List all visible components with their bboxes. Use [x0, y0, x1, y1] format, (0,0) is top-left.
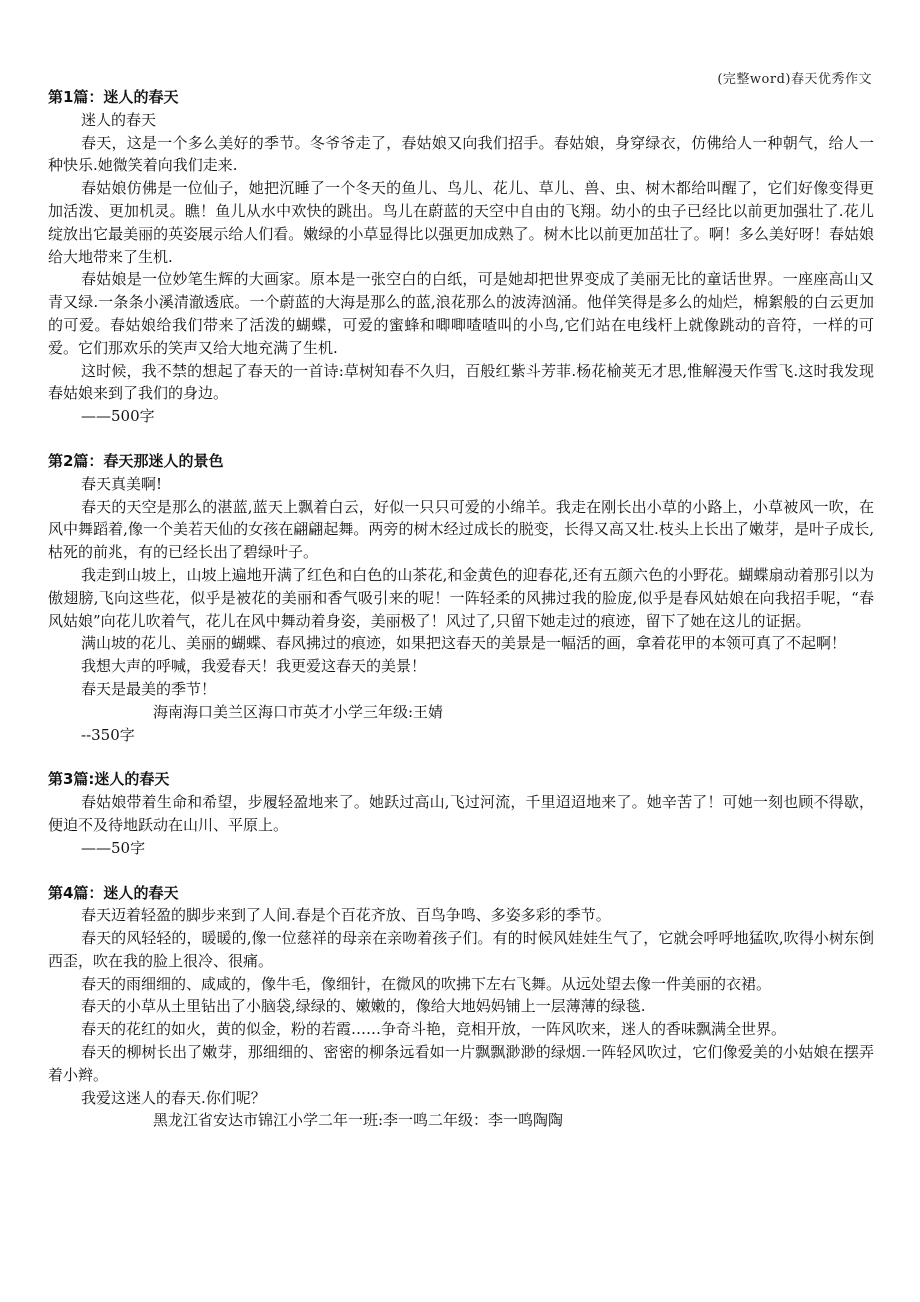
essay-section-3	[48, 768, 874, 859]
essay-section-4	[48, 882, 874, 1133]
section-title: 第2篇：春天那迷人的景色	[48, 451, 224, 470]
page-header: (完整word)春天优秀作文	[717, 72, 872, 87]
paragraph: 春天是最美的季节！	[81, 679, 217, 698]
document-body	[48, 86, 874, 1154]
paragraph: 春天的柳树长出了嫩芽，那细细的、密密的柳条远看如一片飘飘渺渺的绿烟.一阵轻风吹过，它们像爱美的小姑娘在摆弄着小辫。	[48, 1043, 874, 1084]
word-count: ——500字	[81, 407, 155, 426]
paragraph: 我走到山坡上，山坡上遍地开满了红色和白色的山茶花,和金黄色的迎春花,还有五颜六色的小野花。蝴蝶扇动着那引以为傲翅膀,飞向这些花，似乎是被花的美丽和香气吸引来的呢！一阵轻柔的风拂过我的脸庞,似乎是春风姑娘在向我招手呢，“春风姑娘”向花儿吹着气，花儿在风中舞动着身姿，美丽极了！风过了,只留下她走过的痕迹，留下了她在这儿的证据。	[48, 565, 874, 630]
paragraph: 春姑娘带着生命和希望，步履轻盈地来了。她跃过高山,飞过河流，千里迢迢地来了。她辛苦了！可她一刻也顾不得歇，便迫不及待地跃动在山川、平原上。	[48, 793, 874, 834]
paragraph: 满山坡的花儿、美丽的蝴蝶、春风拂过的痕迹，如果把这春天的美景是一幅活的画，拿着花甲的本领可真了不起啊！	[81, 634, 847, 653]
paragraph: 迷人的春天	[81, 110, 157, 129]
paragraph: 春天迈着轻盈的脚步来到了人间.春是个百花齐放、百鸟争鸣、多姿多彩的季节。	[81, 906, 611, 925]
word-count: --350字	[81, 725, 135, 744]
paragraph: 我爱这迷人的春天.你们呢？	[81, 1088, 266, 1107]
essay-section-2	[48, 450, 874, 746]
paragraph: 春天的小草从土里钻出了小脑袋,绿绿的、嫩嫩的，像给大地妈妈铺上一层薄薄的绿毯.	[81, 997, 646, 1016]
author-line: 黑龙江省安达市锦江小学二年一班:李一鸣二年级：李一鸣陶陶	[153, 1111, 564, 1130]
word-count: ——50字	[81, 838, 146, 857]
author-line: 海南海口美兰区海口市英才小学三年级:王婧	[153, 702, 444, 721]
paragraph: 春天的天空是那么的湛蓝,蓝天上飘着白云，好似一只只可爱的小绵羊。我走在刚长出小草的小路上，小草被风一吹，在风中舞蹈着,像一个美若天仙的女孩在翩翩起舞。两旁的树木经过成长的脱变，长得又高又壮.枝头上长出了嫩芽，是叶子成长,枯死的前兆，有的已经长出了碧绿叶子。	[48, 497, 874, 562]
paragraph: 春天的花红的如火，黄的似金，粉的若霞……争奇斗艳，竞相开放，一阵风吹来，迷人的香味飘满全世界。	[81, 1020, 787, 1039]
paragraph: 春天，这是一个多么美好的季节。冬爷爷走了，春姑娘又向我们招手。春姑娘，身穿绿衣，仿佛给人一种朝气，给人一种快乐.她微笑着向我们走来.	[48, 133, 874, 175]
section-title: 第4篇：迷人的春天	[48, 883, 179, 902]
paragraph: 春天的雨细细的、咸咸的，像牛毛，像细针，在微风的吹拂下左右飞舞。从远处望去像一件美丽的衣裙。	[81, 974, 772, 993]
paragraph: 春姑娘仿佛是一位仙子，她把沉睡了一个冬天的鱼儿、鸟儿、花儿、草儿、兽、虫、树木都给叫醒了，它们好像变得更加活泼、更加机灵。瞧！鱼儿从水中欢快的跳出。鸟儿在蔚蓝的天空中自由的飞翔。幼小的虫子已经比以前更加强壮了.花儿绽放出它最美丽的英姿展示给人们看。嫩绿的小草显得比以强更加成熟了。树木比以前更加茁壮了。啊！多么美好呀！春姑娘给大地带来了生机.	[48, 179, 874, 266]
paragraph: 我想大声的呼喊，我爱春天！我更爱这春天的美景！	[81, 657, 427, 676]
section-title: 第1篇：迷人的春天	[48, 88, 179, 106]
essay-section-1	[48, 86, 874, 428]
paragraph: 这时候，我不禁的想起了春天的一首诗:草树知春不久归，百般红紫斗芳菲.杨花榆荚无才思,惟解漫天作雪飞.这时我发现春姑娘来到了我们的身边。	[48, 361, 874, 403]
section-title: 第3篇:迷人的春天	[48, 770, 170, 789]
paragraph: 春天的风轻轻的，暖暖的,像一位慈祥的母亲在亲吻着孩子们。有的时候风娃娃生气了，它就会呼呼地猛吹,吹得小树东倒西歪，吹在我的脸上很冷、很痛。	[48, 929, 874, 970]
paragraph: 春姑娘是一位妙笔生辉的大画家。原本是一张空白的白纸，可是她却把世界变成了美丽无比的童话世界。一座座高山又青又绿.一条条小溪清澈透底。一个蔚蓝的大海是那么的蓝,浪花那么的波涛汹涌。他佯笑得是多么的灿烂，棉絮般的白云更加的可爱。春姑娘给我们带来了活泼的蝴蝶，可爱的蜜蜂和唧唧喳喳叫的小鸟,它们站在电线杆上就像跳动的音符，一样的可爱。它们那欢乐的笑声又给大地充满了生机.	[48, 270, 874, 357]
paragraph: 春天真美啊!	[81, 474, 163, 493]
